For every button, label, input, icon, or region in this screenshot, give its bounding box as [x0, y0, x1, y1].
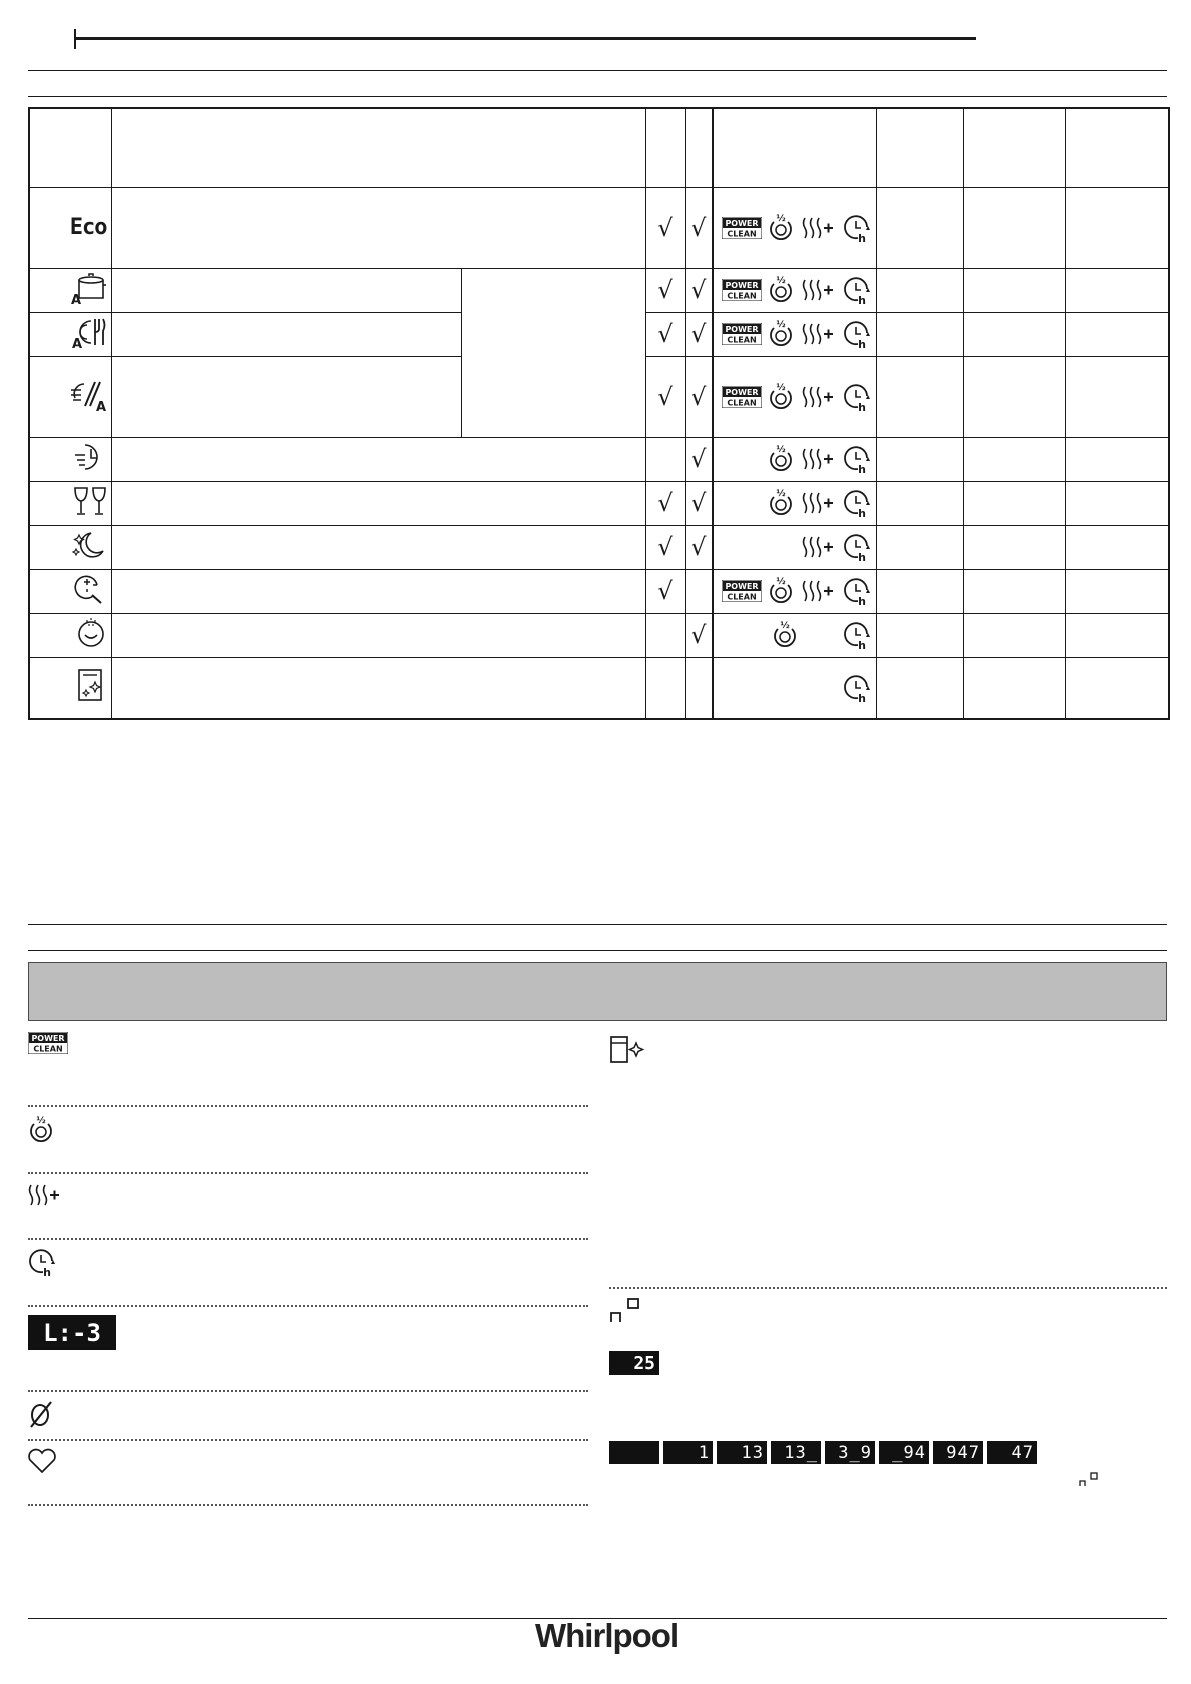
- self-care-option-icon: [609, 1035, 645, 1065]
- option-separator: [28, 1390, 588, 1392]
- hardness-scale: [609, 1441, 1037, 1464]
- hardness-display: [609, 1351, 659, 1375]
- header-cell-water: [963, 108, 1065, 187]
- duration-cell: [876, 187, 963, 268]
- extra-dry-icon: [802, 489, 836, 517]
- svg-text:h: h: [857, 507, 866, 518]
- delay-timer-icon: [842, 673, 872, 703]
- delay-timer-icon: [842, 382, 872, 412]
- prewash-icon-cell: [29, 613, 111, 657]
- water-cell: [963, 268, 1065, 312]
- svg-text:½: ½: [36, 1116, 46, 1126]
- svg-text:h: h: [857, 691, 866, 703]
- duration-cell: [876, 613, 963, 657]
- programme-options: [718, 570, 872, 613]
- energy-cell: [1065, 613, 1169, 657]
- check-mark: √: [691, 320, 707, 348]
- energy-cell: [1065, 187, 1169, 268]
- programme-options: [718, 269, 872, 312]
- eco-icon-cell: [29, 187, 111, 268]
- water-hardness-small-icon: [1079, 1471, 1101, 1487]
- hardness-scale-segment: 47: [987, 1441, 1037, 1464]
- delay-timer-icon: [842, 213, 872, 243]
- water-hardness-icon: [609, 1296, 645, 1324]
- svg-text:A: A: [71, 337, 82, 349]
- table-row: [29, 481, 1169, 525]
- option-separator: [609, 1287, 1167, 1289]
- water-cell: [963, 613, 1065, 657]
- whirlpool-logo: Whirlpool: [535, 1617, 679, 1654]
- energy-cell: [1065, 569, 1169, 613]
- programme-description-cell: [111, 312, 461, 356]
- duration-cell: [876, 569, 963, 613]
- svg-text:h: h: [857, 338, 866, 349]
- programme-options: [718, 438, 872, 481]
- self-care-icon: [77, 668, 107, 704]
- extra-dry-icon: [802, 320, 836, 348]
- energy-cell: [1065, 268, 1169, 312]
- programme-options: [718, 658, 872, 719]
- header-cell-check-2: [685, 108, 713, 187]
- programme-description-cell: [111, 613, 645, 657]
- glass-icon-cell: [29, 481, 111, 525]
- svg-text:A: A: [70, 293, 81, 305]
- check-mark: √: [691, 533, 707, 561]
- programme-description-cell: [111, 525, 645, 569]
- power-clean-icon: [722, 279, 762, 301]
- svg-text:CLEAN: CLEAN: [726, 335, 757, 345]
- plate-cutlery-auto-icon: [69, 315, 107, 349]
- extra-dry-icon: [802, 533, 836, 561]
- water-cell: [963, 481, 1065, 525]
- water-cell: [963, 437, 1065, 481]
- svg-text:h: h: [857, 294, 866, 305]
- duration-cell: [876, 481, 963, 525]
- table-row: [29, 437, 1169, 481]
- table-row: [29, 569, 1169, 613]
- delay-timer-icon: [842, 620, 872, 650]
- water-cell: [963, 187, 1065, 268]
- svg-text:CLEAN: CLEAN: [33, 1044, 63, 1054]
- svg-text:CLEAN: CLEAN: [726, 592, 757, 602]
- programme-options: [718, 357, 872, 437]
- intensive-icon-cell: [29, 569, 111, 613]
- half-load-icon: [768, 576, 796, 606]
- programme-description-cell: [111, 657, 645, 719]
- check-mark: √: [657, 382, 673, 411]
- programme-description-cell: [111, 268, 461, 312]
- delay-timer-icon: [842, 488, 872, 518]
- hardness-display-text: 25: [633, 1352, 655, 1374]
- header-cell-programme: [111, 108, 645, 187]
- table-row: [29, 187, 1169, 268]
- svg-text:h: h: [857, 463, 866, 474]
- check-mark: √: [657, 577, 673, 605]
- svg-text:h: h: [857, 551, 866, 562]
- programme-description-cell: [111, 437, 645, 481]
- table-row: [29, 613, 1169, 657]
- hardness-scale-segment: 13: [717, 1441, 767, 1464]
- svg-text:POWER: POWER: [31, 1034, 65, 1043]
- option-separator: [28, 1172, 588, 1174]
- duration-cell: [876, 525, 963, 569]
- table-row: [29, 525, 1169, 569]
- moon-stars-icon: [71, 529, 107, 561]
- no-tablet-icon: [27, 1399, 55, 1429]
- half-load-icon: [28, 1115, 56, 1145]
- option-separator: [28, 1105, 588, 1107]
- prewash-icon: [75, 617, 107, 649]
- water-cell: [963, 657, 1065, 719]
- svg-text:CLEAN: CLEAN: [726, 398, 757, 407]
- header-cell-options: [713, 108, 876, 187]
- auto-intensive-icon-cell: [29, 268, 111, 312]
- power-clean-icon: [28, 1032, 68, 1054]
- half-load-icon: [768, 444, 796, 474]
- duration-cell: [876, 657, 963, 719]
- energy-cell: [1065, 525, 1169, 569]
- half-load-icon: [768, 275, 796, 305]
- svg-text:CLEAN: CLEAN: [726, 229, 757, 238]
- half-load-icon: [768, 213, 796, 243]
- programmes-table: [28, 107, 1170, 720]
- svg-text:½: ½: [775, 213, 786, 224]
- delay-timer-icon: [842, 275, 872, 305]
- svg-text:h: h: [43, 1266, 51, 1277]
- table-row: [29, 268, 1169, 312]
- energy-cell: [1065, 356, 1169, 437]
- energy-cell: [1065, 657, 1169, 719]
- check-mark: √: [657, 489, 673, 517]
- auto-normal-icon-cell: [29, 312, 111, 356]
- half-load-icon: [768, 319, 796, 349]
- delay-timer-icon: [842, 532, 872, 562]
- hardness-scale-segment: 947: [933, 1441, 983, 1464]
- header-cell-symbol: [29, 108, 111, 187]
- svg-text:½: ½: [775, 382, 786, 393]
- check-mark: √: [691, 382, 707, 411]
- delay-timer-icon: [842, 319, 872, 349]
- hardness-scale-segment: 3_9: [825, 1441, 875, 1464]
- programme-description-cell: [111, 356, 461, 437]
- child-lock-display: [28, 1315, 116, 1350]
- water-cell: [963, 569, 1065, 613]
- header-cell-check-1: [645, 108, 685, 187]
- programme-description-cell: [111, 569, 645, 613]
- pot-auto-icon: [67, 271, 107, 305]
- check-mark: √: [691, 276, 707, 304]
- section-rule-options-2: [28, 950, 1167, 951]
- energy-cell: [1065, 437, 1169, 481]
- check-mark: √: [691, 445, 707, 473]
- water-cell: [963, 356, 1065, 437]
- extra-dry-icon: [28, 1181, 62, 1209]
- option-separator: [28, 1305, 588, 1307]
- section-rule-top-2: [28, 96, 1167, 97]
- half-load-icon: [772, 620, 800, 650]
- auto-delicate-icon-cell: [29, 356, 111, 437]
- heart-icon: [27, 1448, 57, 1474]
- section-rule-options-1: [28, 924, 1167, 925]
- table-row: [29, 657, 1169, 719]
- wine-glasses-icon: [73, 485, 107, 517]
- check-mark: √: [657, 533, 673, 561]
- duration-cell: [876, 268, 963, 312]
- programme-description-cell: [111, 481, 645, 525]
- svg-text:½: ½: [775, 577, 786, 587]
- options-header-band: [28, 962, 1167, 1021]
- svg-text:h: h: [857, 639, 866, 650]
- power-clean-icon: [722, 323, 762, 345]
- header-cell-duration: [876, 108, 963, 187]
- svg-text:h: h: [857, 400, 866, 412]
- programme-options: [718, 482, 872, 525]
- extra-dry-icon: [802, 445, 836, 473]
- duration-cell: [876, 437, 963, 481]
- option-separator: [28, 1504, 588, 1506]
- energy-cell: [1065, 481, 1169, 525]
- programme-options: [718, 188, 872, 268]
- magnifier-intensive-icon: [73, 573, 107, 605]
- delay-timer-icon: [842, 444, 872, 474]
- svg-text:½: ½: [775, 489, 786, 499]
- duration-cell: [876, 312, 963, 356]
- quick-wash-icon: [73, 441, 107, 473]
- night-icon-cell: [29, 525, 111, 569]
- hardness-scale-segment: 13_: [771, 1441, 821, 1464]
- extra-dry-icon: [802, 214, 836, 242]
- svg-text:POWER: POWER: [724, 325, 759, 334]
- hardness-scale-segment: _94: [879, 1441, 929, 1464]
- header-cell-energy: [1065, 108, 1169, 187]
- programme-description-cell: [111, 187, 645, 268]
- svg-text:A: A: [95, 399, 106, 412]
- self-care-icon-cell: [29, 657, 111, 719]
- svg-text:CLEAN: CLEAN: [726, 291, 757, 301]
- eco-icon: Eco: [69, 215, 107, 240]
- auto-programmes-group-cell: [461, 268, 645, 437]
- hardness-scale-segment: 1: [663, 1441, 713, 1464]
- check-mark: √: [691, 489, 707, 517]
- power-clean-icon: [722, 386, 762, 408]
- svg-text:POWER: POWER: [724, 218, 759, 228]
- delay-timer-icon: [842, 576, 872, 606]
- quick-icon-cell: [29, 437, 111, 481]
- water-cell: [963, 312, 1065, 356]
- power-clean-icon: [722, 217, 762, 239]
- header-bar-tick: [74, 29, 76, 49]
- section-rule-top-1: [28, 70, 1167, 71]
- header-bar: [74, 37, 976, 40]
- delay-timer-icon: [27, 1247, 57, 1277]
- programme-options: [718, 614, 872, 657]
- child-lock-display-text: L:-3: [43, 1318, 101, 1347]
- table-header-row: [29, 108, 1169, 187]
- energy-cell: [1065, 312, 1169, 356]
- half-load-icon: [768, 382, 796, 412]
- check-mark: √: [657, 320, 673, 348]
- svg-text:½: ½: [775, 276, 786, 286]
- extra-dry-icon: [802, 276, 836, 304]
- check-mark: √: [657, 213, 673, 242]
- svg-text:½: ½: [779, 621, 790, 631]
- extra-dry-icon: [802, 383, 836, 411]
- programme-options: [718, 526, 872, 569]
- check-mark: √: [691, 213, 707, 242]
- svg-text:POWER: POWER: [724, 387, 759, 397]
- svg-text:h: h: [857, 595, 866, 606]
- check-mark: √: [691, 621, 707, 649]
- option-separator: [28, 1238, 588, 1240]
- svg-text:h: h: [857, 231, 866, 243]
- svg-text:POWER: POWER: [724, 281, 759, 290]
- extra-dry-icon: [802, 577, 836, 605]
- glass-plate-auto-icon: [69, 378, 107, 412]
- programme-options: [718, 313, 872, 356]
- hardness-scale-segment: [609, 1441, 659, 1464]
- power-clean-icon: [722, 580, 762, 602]
- option-separator: [28, 1439, 588, 1441]
- water-cell: [963, 525, 1065, 569]
- duration-cell: [876, 356, 963, 437]
- svg-text:½: ½: [775, 320, 786, 330]
- check-mark: √: [657, 276, 673, 304]
- svg-text:POWER: POWER: [724, 582, 759, 591]
- svg-text:½: ½: [775, 445, 786, 455]
- half-load-icon: [768, 488, 796, 518]
